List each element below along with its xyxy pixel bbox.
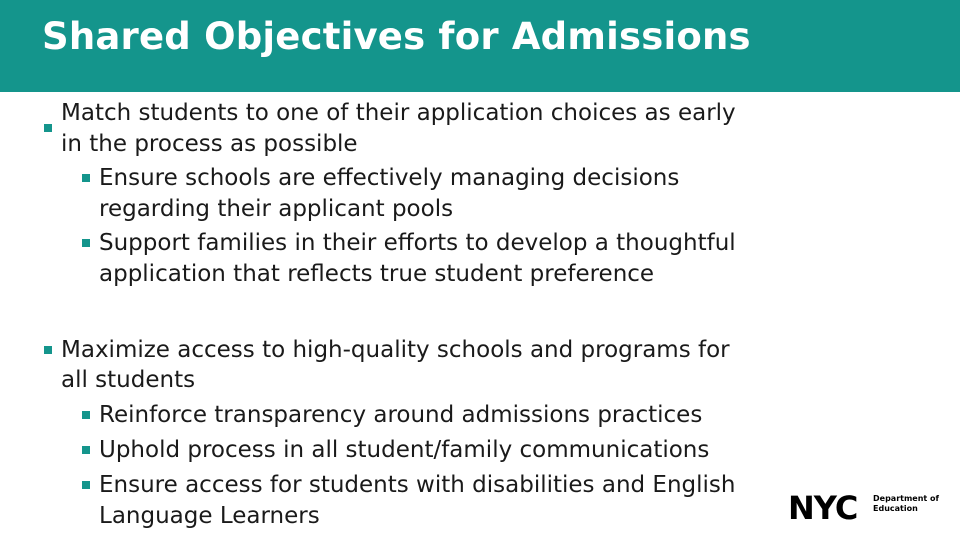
bullet-marker [44,346,52,354]
objective-2-line-2: all students [61,367,196,393]
nyc-logo-mark: NYC [788,489,858,527]
objective-2-sub-2: Uphold process in all student/family communications [99,437,710,463]
logo-line-2: Education [873,504,918,513]
objective-1-sub-2-line-2: application that reflects true student preference [99,261,655,287]
nyc-doe-logo [788,489,948,528]
objective-2-sub-1: Reinforce transparency around admissions practices [99,402,703,428]
sub-bullet-marker [82,411,90,419]
objective-2-sub-3-line-1: Ensure access for students with disabilities and English [99,472,736,498]
sub-bullet-marker [82,446,90,454]
slide-title: Shared Objectives for Admissions [42,15,751,58]
sub-bullet-marker [82,481,90,489]
objective-2-line-1: Maximize access to high-quality schools and programs for [61,337,730,363]
objective-2-sub-3-line-2: Language Learners [99,503,320,529]
sub-bullet-marker [82,239,90,247]
objective-1-sub-1-line-1: Ensure schools are effectively managing decisions [99,165,680,191]
bullet-marker [44,124,52,132]
objective-1-line-2: in the process as possible [61,131,358,157]
logo-line-1: Department of [873,494,940,503]
sub-bullet-marker [82,174,90,182]
objective-1-sub-1-line-2: regarding their applicant pools [99,196,454,222]
objective-1-sub-2-line-1: Support families in their efforts to develop a thoughtful [99,230,736,256]
objective-1-line-1: Match students to one of their application choices as early [61,100,736,126]
logo-department-text [873,494,939,514]
